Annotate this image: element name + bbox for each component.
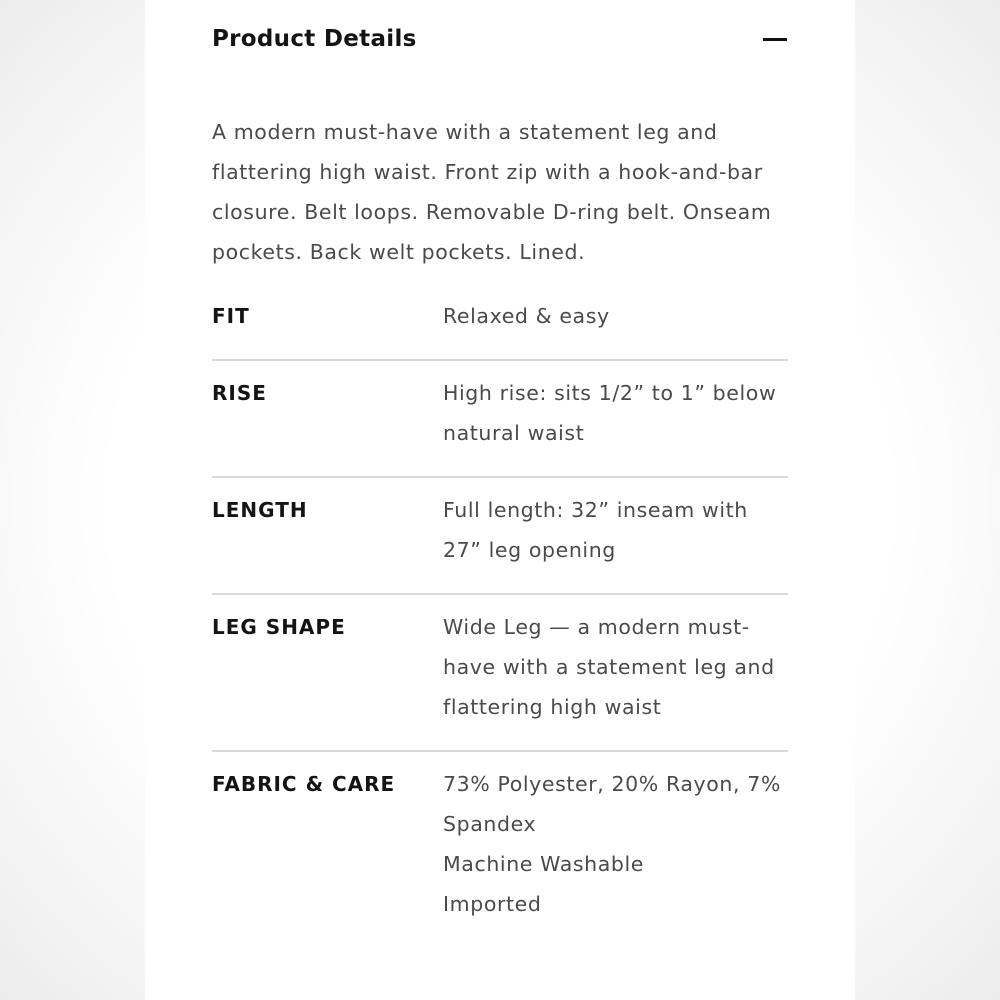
- spec-value: [443, 607, 788, 727]
- spec-label: FABRIC & CARE: [212, 772, 396, 796]
- spec-label: RISE: [212, 381, 267, 405]
- spec-label: FIT: [212, 304, 250, 328]
- accordion-header[interactable]: [212, 0, 788, 84]
- spec-value: [443, 373, 788, 453]
- spec-row-length: [212, 478, 788, 595]
- spec-value-line: 73% Polyester, 20% Rayon, 7% Spandex: [443, 772, 781, 836]
- spec-value-line: Relaxed & easy: [443, 304, 610, 328]
- spec-row-rise: [212, 361, 788, 478]
- product-description: A modern must-have with a statement leg and flattering high waist. Front zip with a hook-and-bar closure. Belt loops. Removable D-ring belt. Onseam pockets. Back welt pockets. Lined.: [212, 120, 772, 264]
- spec-value-line: Imported: [443, 892, 542, 916]
- collapse-button[interactable]: [762, 24, 788, 54]
- spec-row-fabric-care: [212, 752, 788, 947]
- spec-value: [443, 490, 788, 570]
- section-title: Product Details: [212, 26, 417, 52]
- spec-label: LEG SHAPE: [212, 615, 346, 639]
- spec-row-leg-shape: [212, 595, 788, 752]
- spec-label: LENGTH: [212, 498, 308, 522]
- spec-value-line: Machine Washable: [443, 852, 645, 876]
- spec-table: [212, 278, 788, 947]
- spec-value-line: High rise: sits 1/2” to 1” below natural waist: [443, 381, 777, 445]
- spec-row-fit: [212, 278, 788, 361]
- spec-value-line: Full length: 32” inseam with 27” leg opening: [443, 498, 748, 562]
- spec-value: [443, 296, 788, 336]
- product-details-section: [212, 0, 788, 947]
- spec-value: [443, 764, 788, 924]
- minus-icon: [763, 38, 787, 41]
- spec-value-line: Wide Leg — a modern must-have with a statement leg and flattering high waist: [443, 615, 775, 719]
